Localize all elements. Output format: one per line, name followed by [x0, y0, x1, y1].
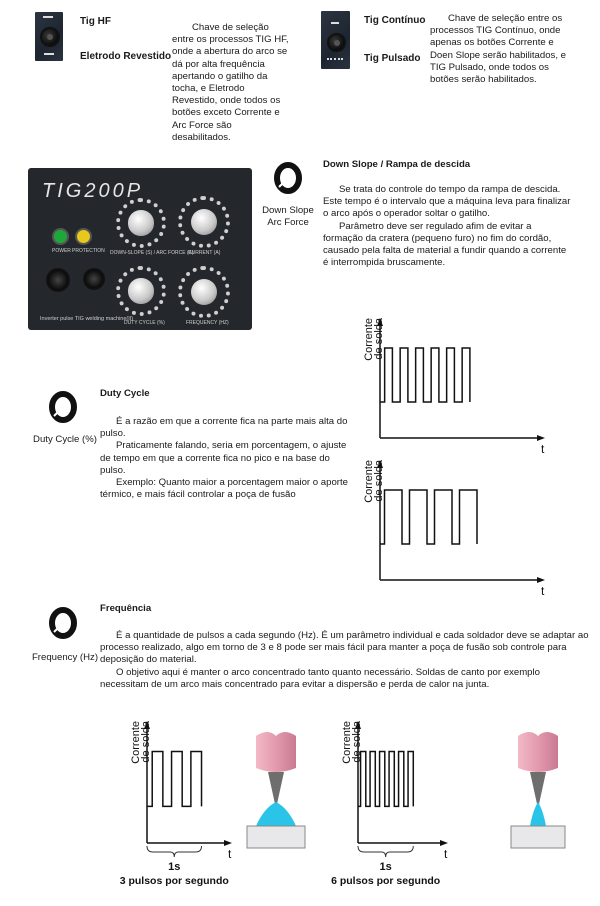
torch-cup: [256, 732, 296, 772]
frequency-dial-label: FREQUENCY (HZ): [186, 320, 229, 326]
duty-cycle-paragraph: Exemplo: Quanto maior a porcentagem maior o aporte térmico, e mais fácil controlar a poça de fusão: [100, 477, 348, 501]
torch-electrode: [530, 772, 546, 804]
frequency-title: Frequência: [100, 603, 152, 614]
power-led-label: POWER: [52, 248, 71, 254]
duty-cycle-dial-label: DUTY CYCLE (%): [124, 320, 165, 326]
down-slope-dial-label: DOWN-SLOPE (S) / ARC FORCE (A): [110, 250, 194, 256]
x-axis-label: t: [541, 584, 545, 598]
period-brace: [147, 846, 202, 857]
pulse-waveform: [380, 490, 477, 544]
down-slope-paragraph: Se trata do controle do tempo da rampa de descida. Este tempo é o intervalo que a máquina leva para finalizar o arco após o operador soltar o gatilho.: [323, 184, 571, 220]
duty-cycle-knob-label: Duty Cycle (%): [33, 434, 97, 445]
duty-cycle-dial: [116, 266, 166, 316]
panel-footer-label: Inverter pulse TIG welding machine(II): [40, 316, 134, 322]
x-axis-arrow: [224, 840, 232, 846]
y-axis-label: Corrente: [341, 721, 353, 764]
pulse-waveform: [358, 752, 413, 807]
down-slope-knob-icon: [273, 160, 303, 196]
frequency-paragraph: É a quantidade de pulsos a cada segundo (Hz). É um parâmetro individual e cada soldador deve se adaptar ao processo realizado, algo em torno de 3 e 8 pode ser mais fácil para manter a poça de fusão sob controle para deposição do material.: [100, 630, 589, 666]
pulse-waveform: [380, 348, 470, 402]
machine-panel-photo: [28, 168, 252, 330]
eletrodo-revestido-label: Eletrodo Revestido: [80, 51, 172, 62]
y-axis-label: Corrente: [363, 460, 375, 503]
down-slope-knob-label-1: Down Slope: [262, 205, 314, 216]
tig-hf-switch-photo: [35, 12, 63, 61]
x-axis-arrow: [537, 577, 545, 583]
frequency-dial: [178, 266, 230, 318]
down-slope-knob-label-2: Arc Force: [267, 217, 309, 228]
down-slope-title: Down Slope / Rampa de descida: [323, 159, 471, 170]
down-slope-dial: [116, 198, 166, 248]
panel-switch-right: [83, 268, 105, 290]
workpiece-plate: [247, 826, 305, 848]
duty-cycle-body: [100, 416, 350, 501]
pulse-chart-3hz: [105, 713, 255, 893]
torch-cup: [518, 732, 558, 772]
frequency-paragraph: O objetivo aqui é manter o arco concentrado tanto quanto necessário. Soldas de canto por exemplo necessitam de um arco mais concentrado para evitar a dispersão e perda de calor na junta.: [100, 666, 540, 690]
torch-wide-arc-illustration: [244, 722, 308, 850]
duty-cycle-title: Duty Cycle: [100, 388, 150, 399]
duty-cycle-knob-icon: [48, 389, 78, 425]
frequency-knob-label: Frequency (Hz): [31, 652, 99, 663]
down-slope-knob-label: [258, 205, 318, 229]
down-slope-paragraph: Parâmetro deve ser regulado afim de evitar a formação da cratera (pequeno furo) no fim do cordão, causado pela falta de material a fundir quando a corrente é interrompida bruscamente.: [323, 220, 567, 269]
power-led: [52, 228, 69, 245]
pulse-chart-6hz: [315, 713, 475, 893]
period-brace: [358, 846, 413, 857]
current-dial: [178, 196, 230, 248]
panel-switch-left: [46, 268, 70, 292]
y-axis-label: Corrente: [130, 721, 142, 764]
narrow-arc: [530, 802, 546, 826]
duty-cycle-paragraph: É a razão em que a corrente fica na parte mais alta do pulso.: [100, 416, 348, 440]
frequency-knob-icon: [48, 605, 78, 641]
tig-continuo-label: Tig Contínuo: [364, 15, 426, 26]
y-axis-label: Corrente: [363, 318, 375, 361]
x-axis-label: t: [444, 847, 448, 861]
y-axis-label: de solda: [373, 460, 385, 502]
down-slope-body: [323, 184, 573, 269]
pulse-waveform: [147, 752, 202, 807]
y-axis-label: de solda: [351, 721, 363, 763]
duty-cycle-paragraph: Praticamente falando, seria em porcentagem, o ajuste de tempo em que a corrente fica no pico e na base do pulso.: [100, 440, 347, 476]
period-label: 1s: [168, 861, 181, 873]
chart-caption: 3 pulsos por segundo: [119, 875, 229, 887]
tig-continuo-switch-photo: [321, 11, 350, 69]
protection-led: [75, 228, 92, 245]
x-axis-arrow: [440, 840, 448, 846]
torch-electrode: [268, 772, 284, 804]
y-axis-label: de solda: [140, 721, 152, 763]
tig-pulsado-label: Tig Pulsado: [364, 53, 421, 64]
x-axis-label: t: [228, 847, 232, 861]
tig-hf-description-text: Chave de seleção entre os processos TIG HF, onde a abertura do arco se dá por alta frequência apertando o gatilho da tocha, e Eletrodo Revestido, onde todos os botões exceto Corrente e Arc Force são desabilitados.: [172, 22, 289, 143]
x-axis-label: t: [541, 442, 545, 456]
protection-led-label: PROTECTION: [72, 248, 105, 254]
torch-narrow-arc-illustration: [508, 722, 568, 850]
wide-arc: [256, 802, 296, 826]
y-axis-label: de solda: [373, 318, 385, 360]
frequency-body: [100, 630, 590, 691]
x-axis-arrow: [537, 435, 545, 441]
current-dial-label: CURRENT (A): [188, 250, 221, 256]
pulse-chart-low-duty: [365, 310, 555, 455]
workpiece-plate: [511, 826, 565, 848]
chart-caption: 6 pulsos por segundo: [331, 875, 441, 887]
tig-continuo-description-text: Chave de seleção entre os processos TIG Contínuo, onde apenas os botões Corrente e Doen Slope serão habilitados, e TIG Pulsado, onde todos os botões serão habilitados.: [430, 13, 567, 86]
machine-brand: TIG200P: [42, 180, 144, 202]
tig-continuo-description: [430, 13, 570, 86]
period-label: 1s: [379, 861, 392, 873]
pulse-chart-high-duty: [365, 455, 555, 600]
tig-hf-description: [172, 22, 292, 144]
tig-hf-label: Tig HF: [80, 16, 111, 27]
